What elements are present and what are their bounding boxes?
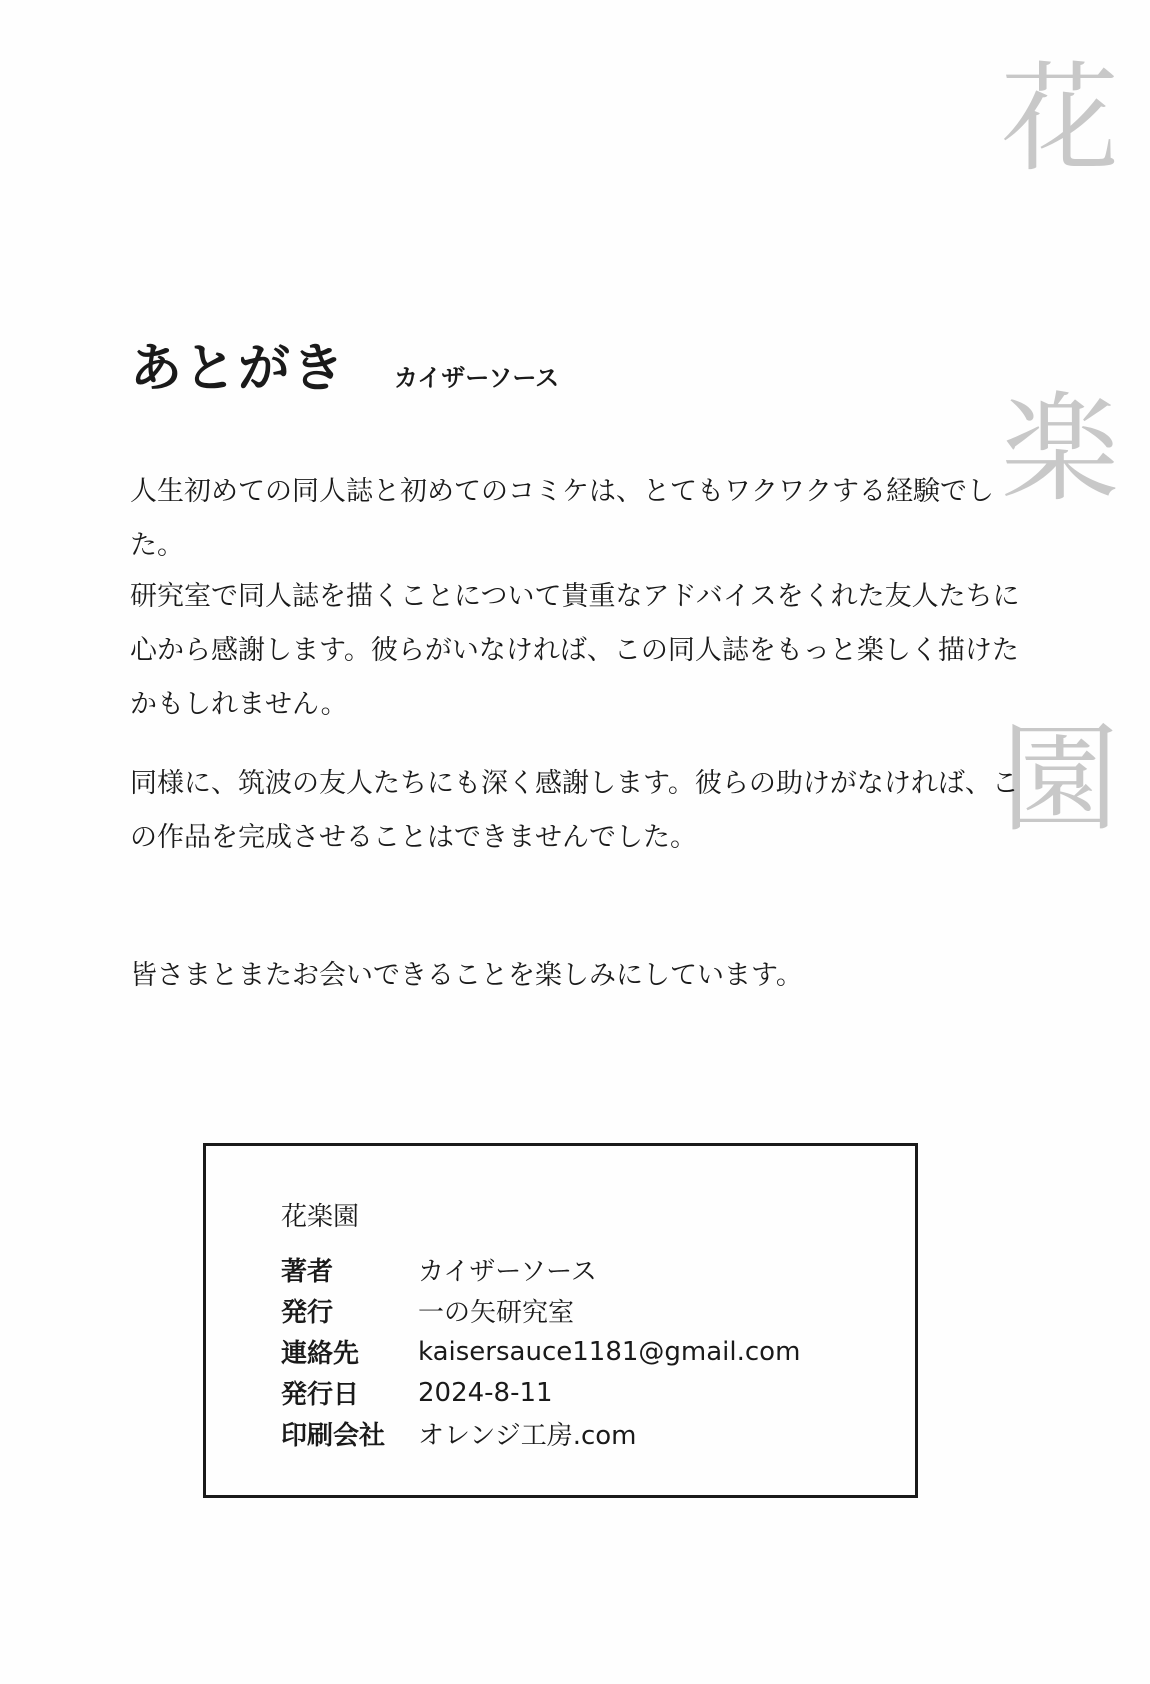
- afterword-title: あとがき: [130, 339, 347, 399]
- watermark-char: 花: [1000, 50, 1119, 188]
- colophon-value: オレンジ工房.com: [418, 1421, 637, 1451]
- afterword-paragraph-3: 同様に、筑波の友人たちにも深く感謝します。彼らの助けがなければ、この作品を完成させることはできませんでした。: [130, 768, 1019, 853]
- watermark-char: 楽: [1000, 380, 1119, 518]
- afterword-heading: [130, 326, 559, 401]
- afterword-paragraph-2: 研究室で同人誌を描くことについて貴重なアドバイスをくれた友人たちに心から感謝します。彼らがいなければ、この同人誌をもっと楽しく描けたかもしれません。: [130, 581, 1020, 720]
- colophon-box: [203, 1143, 918, 1498]
- afterword-author: カイザーソース: [394, 364, 560, 392]
- colophon-value: 一の矢研究室: [418, 1298, 575, 1328]
- colophon-row-date: [281, 1372, 800, 1413]
- colophon-rows: [281, 1249, 800, 1454]
- colophon-label: 印刷会社: [281, 1421, 386, 1451]
- colophon-row-publisher: [281, 1290, 800, 1331]
- afterword-paragraph-1: 人生初めての同人誌と初めてのコミケは、とてもワクワクする経験でした。: [130, 476, 994, 561]
- colophon-value: カイザーソース: [418, 1257, 597, 1287]
- colophon-row-contact: [281, 1331, 800, 1372]
- colophon-label: 著者: [281, 1257, 334, 1287]
- colophon-value: 2024-8-11: [418, 1377, 553, 1408]
- colophon-row-author: [281, 1249, 800, 1290]
- colophon-label: 連絡先: [281, 1339, 360, 1369]
- colophon-row-printer: [281, 1413, 800, 1454]
- colophon-label: 発行日: [281, 1380, 360, 1410]
- afterword-paragraph-4: 皆さまとまたお会いできることを楽しみにしています。: [130, 960, 803, 991]
- colophon-contact-email: kaisersauce1181@gmail.com: [418, 1336, 801, 1367]
- colophon-label: 発行: [281, 1298, 334, 1328]
- colophon-title: 花楽園: [281, 1202, 360, 1232]
- watermark-char: 園: [1000, 710, 1119, 848]
